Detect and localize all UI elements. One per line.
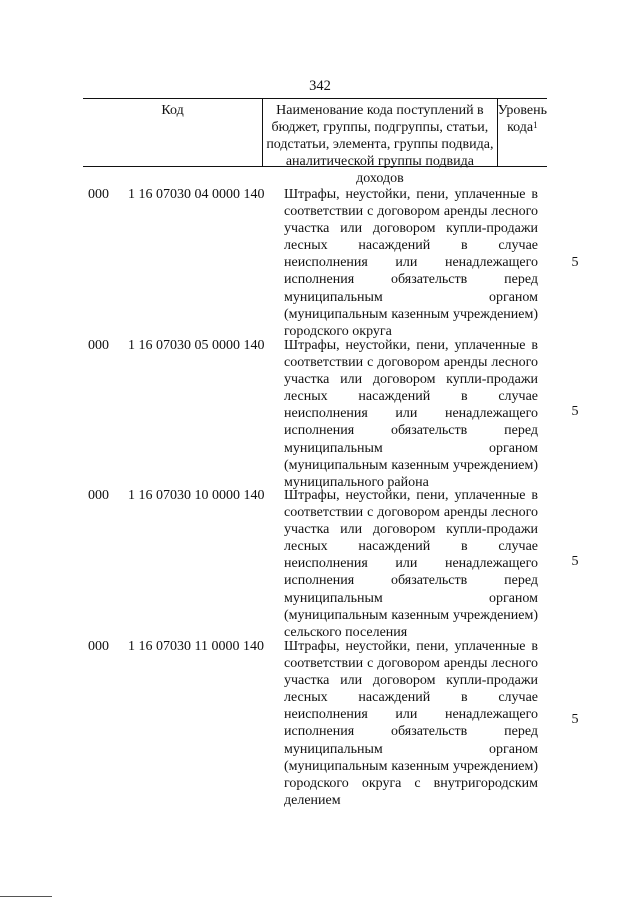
row-code: 1 16 07030 10 0000 140 (128, 488, 265, 503)
row-prefix: 000 (88, 639, 109, 654)
header-code: Код (161, 103, 184, 118)
row-level: 5 (571, 712, 579, 727)
header-level (498, 99, 547, 166)
row-level: 5 (571, 255, 579, 270)
row-name: Штрафы, неустойки, пени, уплаченные в соответствии с договором аренды лесного участка или договором купли-продажи лесных насаждений в случае неисполнения или ненадлежащего исполнения обязательств перед муниципальным органом (муниципальным казенным учреждением) муниципального района (284, 338, 538, 490)
row-level: 5 (571, 554, 579, 569)
row-code: 1 16 07030 11 0000 140 (128, 639, 264, 654)
header-level-label: Уровень кода (497, 103, 547, 135)
page-number: 342 (309, 78, 331, 94)
footnote-rule (0, 896, 52, 897)
row-name: Штрафы, неустойки, пени, уплаченные в соответствии с договором аренды лесного участка или договором купли-продажи лесных насаждений в случае неисполнения или ненадлежащего исполнения обязательств перед муниципальным органом (муниципальным казенным учреждением) городского округа (284, 187, 538, 339)
row-level: 5 (571, 404, 579, 419)
row-name: Штрафы, неустойки, пени, уплаченные в соответствии с договором аренды лесного участка или договором купли-продажи лесных насаждений в случае неисполнения или ненадлежащего исполнения обязательств перед муниципальным органом (муниципальным казенным учреждением) сельского поселения (284, 488, 538, 640)
row-name: Штрафы, неустойки, пени, уплаченные в соответствии с договором аренды лесного участка или договором купли-продажи лесных насаждений в случае неисполнения или ненадлежащего исполнения обязательств перед муниципальным органом (муниципальным казенным учреждением) городского округа с внутригородским делением (284, 639, 538, 808)
row-code: 1 16 07030 04 0000 140 (128, 187, 265, 202)
header-name: Наименование кода поступлений в бюджет, группы, подгруппы, статьи, подстатьи, элемента, группы подвида, аналитической группы подвида доходов (262, 99, 498, 166)
row-prefix: 000 (88, 187, 109, 202)
row-code: 1 16 07030 05 0000 140 (128, 338, 265, 353)
header-level-footnote: 1 (533, 120, 538, 130)
table-header (83, 98, 547, 186)
row-prefix: 000 (88, 338, 109, 353)
row-prefix: 000 (88, 488, 109, 503)
